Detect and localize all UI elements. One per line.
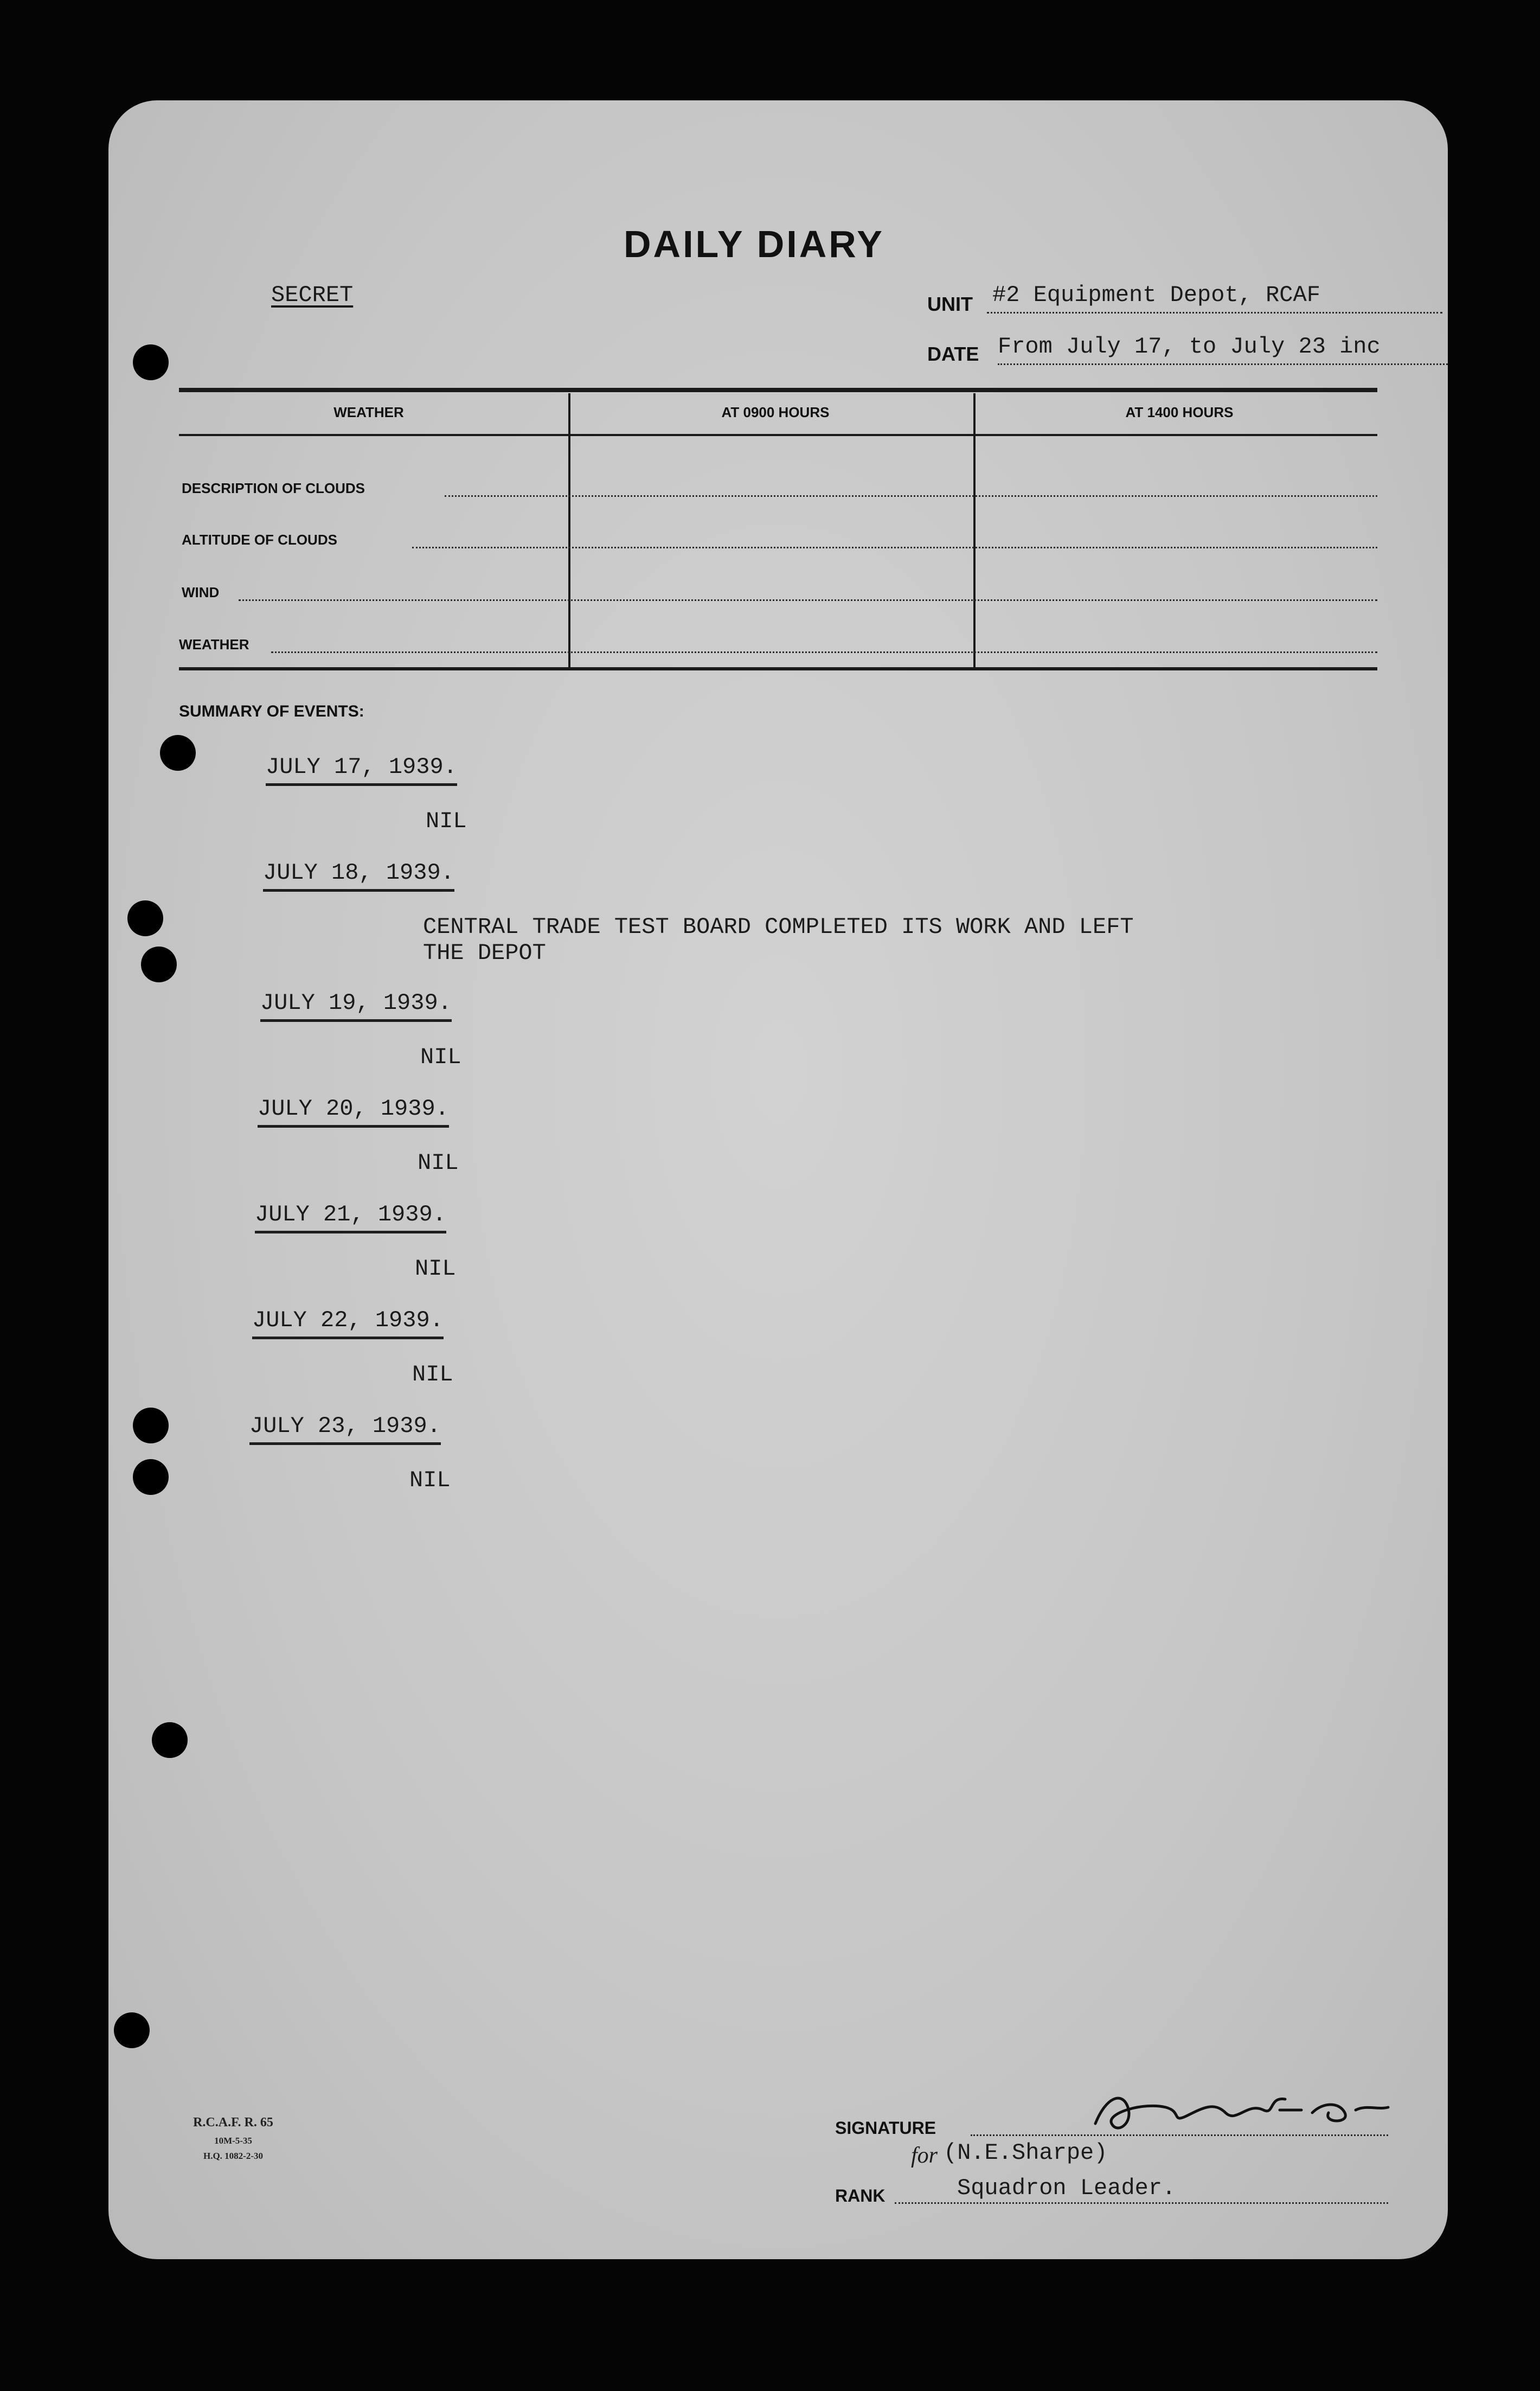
row-label-weather: WEATHER [179,636,249,653]
punch-hole [133,1459,169,1495]
event-text: NIL [415,1256,456,1282]
table-bottom-rule [179,667,1377,670]
event-text: NIL [418,1150,459,1176]
event-date: JULY 17, 1939. [266,754,457,786]
event-date: JULY 22, 1939. [252,1307,444,1339]
event-date: JULY 23, 1939. [249,1413,441,1445]
row-label-wind: WIND [182,584,220,600]
handwritten-signature [1085,2086,1464,2151]
event-text: NIL [426,808,467,834]
form-number: R.C.A.F. R. 65 [193,2115,273,2130]
punch-hole [127,900,163,936]
event-date: JULY 18, 1939. [263,860,454,892]
unit-label: UNIT [927,293,973,315]
table-column-divider [973,393,976,670]
punch-hole [114,2012,150,2048]
unit-line [987,312,1442,314]
row-label-altitude-of-clouds: ALTITUDE OF CLOUDS [182,532,337,548]
event-text: THE DEPOT [423,940,546,966]
punch-hole [133,1408,169,1443]
date-value: From July 17, to July 23 inc [998,334,1381,360]
row-line [412,547,1377,548]
date-line [998,363,1448,365]
row-line [239,599,1377,601]
unit-value: #2 Equipment Depot, RCAF [992,282,1320,308]
rank-line [895,2202,1388,2204]
signatory-name: (N.E.Sharpe) [944,2140,1108,2166]
punch-hole [133,344,169,380]
weather-column-header: WEATHER [333,404,404,420]
event-date: JULY 20, 1939. [258,1096,449,1128]
1400-column-header: AT 1400 HOURS [1125,404,1234,420]
event-date: JULY 21, 1939. [255,1201,446,1233]
row-label-description-of-clouds: DESCRIPTION OF CLOUDS [182,480,365,496]
row-line [445,495,1377,497]
table-top-rule [179,388,1377,392]
event-text: CENTRAL TRADE TEST BOARD COMPLETED ITS WORK AND LEFT [423,914,1134,940]
signature-prefix: for [911,2143,938,2168]
summary-heading: SUMMARY OF EVENTS: [179,702,364,720]
classification-mark: SECRET [271,282,354,308]
rank-value: Squadron Leader. [957,2175,1176,2201]
rank-label: RANK [835,2186,886,2205]
signature-label: SIGNATURE [835,2118,936,2138]
date-label: DATE [927,343,979,365]
event-date: JULY 19, 1939. [260,990,452,1022]
form-print-code: H.Q. 1082-2-30 [203,2151,264,2161]
event-text: NIL [412,1361,453,1388]
table-header-rule [179,434,1377,436]
table-column-divider [568,393,570,670]
row-line [271,651,1377,653]
punch-hole [152,1722,188,1758]
event-text: NIL [409,1467,451,1493]
punch-hole [141,947,177,982]
diary-page [108,100,1448,2259]
punch-hole [160,735,196,771]
event-text: NIL [420,1044,461,1070]
form-print-code: 10M-5-35 [214,2136,252,2146]
page-title: DAILY DIARY [624,223,884,265]
0900-column-header: AT 0900 HOURS [721,404,830,420]
